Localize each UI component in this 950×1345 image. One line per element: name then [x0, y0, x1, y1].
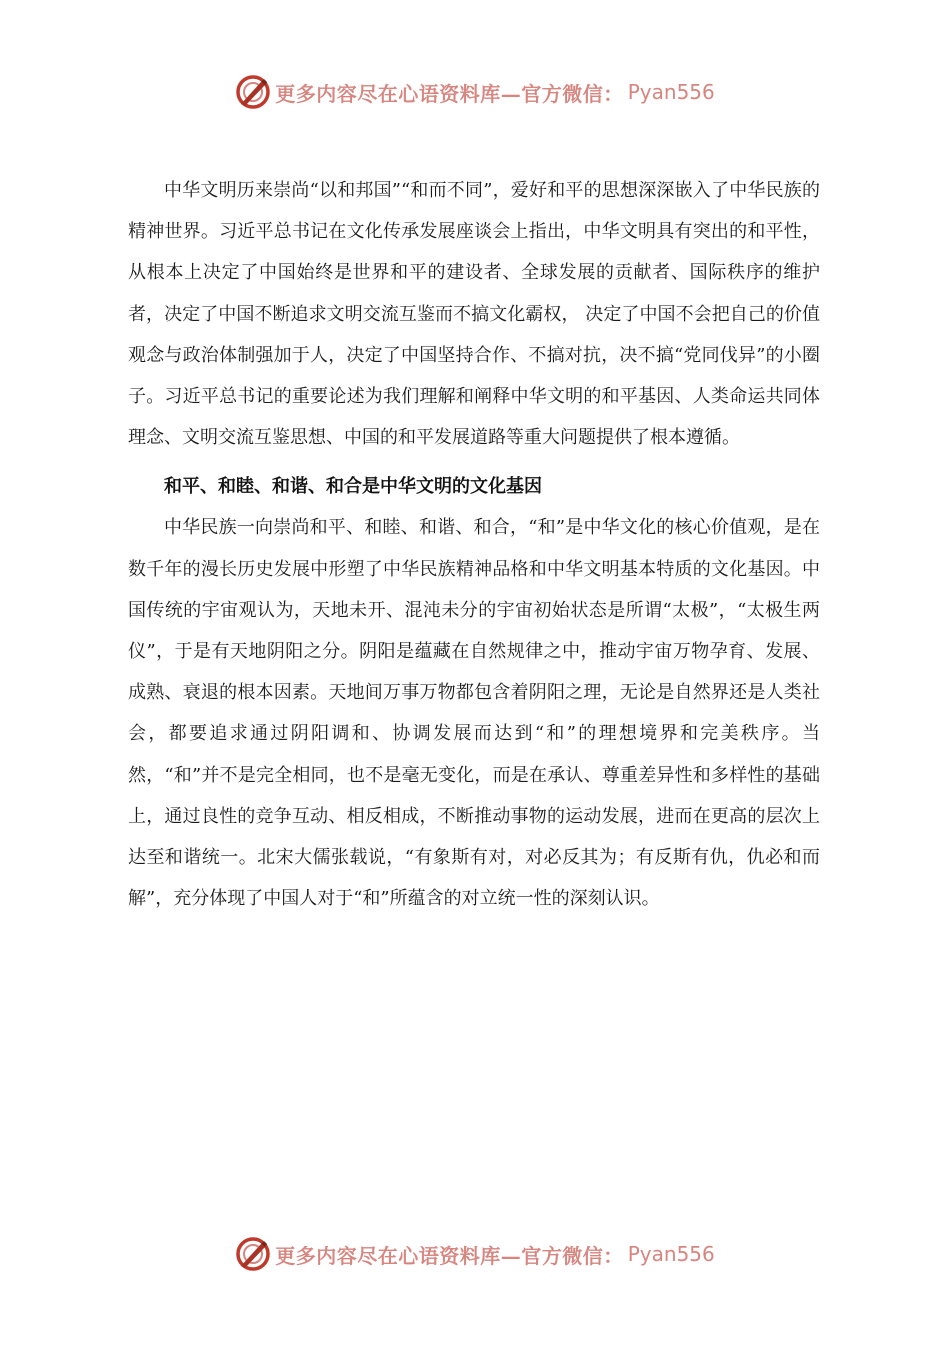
banner-text: 更多内容尽在心语资料库—官方微信： [275, 81, 624, 106]
paragraph-culture-gene: 中华民族一向崇尚和平、和睦、和谐、和合，“和”是中华文化的核心价值观，是在数千年的漫长历史发展中形塑了中华民族精神品格和中华文明基本特质的文化基因。中国传统的宇宙观认为，天地未开、混沌未分的宇宙初始状态是所谓“太极”，“太极生两仪”，于是有天地阴阳之分。阴阳是蕴藏在自然规律之中，推动宇宙万物孕育、发展、成熟、衰退的根本因素。天地间万事万物都包含着阴阳之理，无论是自然界还是人类社会，都要追求通过阴阳调和、协调发展而达到“和”的理想境界和完美秩序。当然，“和”并不是完全相同，也不是毫无变化，而是在承认、尊重差异性和多样性的基础上，通过良性的竞争互动、相反相成，不断推动事物的运动发展，进而在更高的层次上达至和谐统一。北宋大儒张载说，“有象斯有对，对必反其为；有反斯有仇，仇必和而解”，充分体现了中国人对于“和”所蕴含的对立统一性的深刻认识。 [128, 517, 820, 910]
banner-wechat-id: Pyan556 [627, 1242, 715, 1266]
banner-wechat-id: Pyan556 [627, 80, 715, 104]
article-body [128, 170, 820, 919]
section-heading: 和平、和睦、和谐、和合是中华文明的文化基因 [164, 476, 542, 498]
red-pen-circle-logo-icon [235, 1236, 271, 1272]
header-banner [0, 70, 950, 114]
red-pen-circle-logo-icon [235, 74, 271, 110]
banner-text: 更多内容尽在心语资料库—官方微信： [275, 1243, 624, 1268]
paragraph-intro: 中华文明历来崇尚“以和邦国”“和而不同”，爱好和平的思想深深嵌入了中华民族的精神世界。习近平总书记在文化传承发展座谈会上指出，中华文明具有突出的和平性，从根本上决定了中国始终是世界和平的建设者、全球发展的贡献者、国际秩序的维护者，决定了中国不断追求文明交流互鉴而不搞文化霸权， 决定了中国不会把自己的价值观念与政治体制强加于人，决定了中国坚持合作、不搞对抗，决不搞“党同伐异”的小圈子。习近平总书记的重要论述为我们理解和阐释中华文明的和平基因、人类命运共同体理念、文明交流互鉴思想、中国的和平发展道路等重大问题提供了根本遵循。 [128, 180, 820, 449]
footer-banner [0, 1232, 950, 1276]
